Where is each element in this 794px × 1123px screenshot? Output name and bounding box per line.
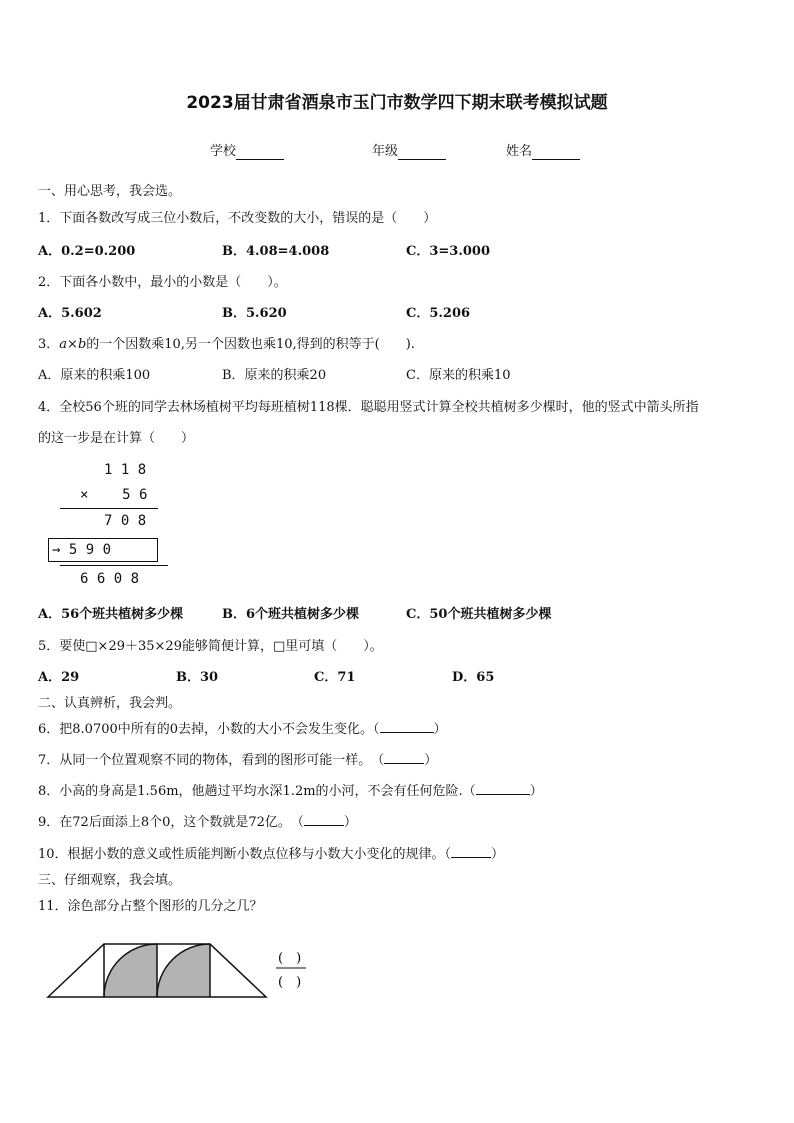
question-8 xyxy=(38,780,543,799)
q6-text: 6．把8.0700中所有的0去掉，小数的大小不会发生变化。（ xyxy=(38,722,380,737)
q5-option-b[interactable]: B．30 xyxy=(176,670,219,685)
page-title: 2023届甘肃省酒泉市玉门市数学四下期末联考模拟试题 xyxy=(186,93,608,113)
shaded-region-middle xyxy=(157,944,210,997)
q7-answer-blank[interactable] xyxy=(384,751,424,764)
school-label: 学校 xyxy=(210,144,237,159)
name-blank[interactable] xyxy=(532,144,580,160)
q4-option-a[interactable]: A．56个班共植树多少棵 xyxy=(38,607,184,622)
question-4-line-1: 4．全校56个班的同学去林场植树平均每班植树118棵．聪聪用竖式计算全校共植树多少棵时，他的竖式中箭头所指 xyxy=(38,400,699,415)
calc-row-3: 7 0 8 xyxy=(104,513,147,529)
q4-option-c[interactable]: C．50个班共植树多少棵 xyxy=(406,607,552,622)
question-3 xyxy=(38,333,415,352)
q8-text: 8．小高的身高是1.56m，他趟过平均水深1.2m的小河，不会有任何危险.（ xyxy=(38,784,476,799)
q11-figure xyxy=(40,930,320,1010)
q7-text: 7．从同一个位置观察不同的物体，看到的图形可能一样。 （ xyxy=(38,753,385,768)
name-label: 姓名 xyxy=(506,144,533,159)
name-field xyxy=(506,140,580,160)
q10-text: 10．根据小数的意义或性质能判断小数点位移与小数大小变化的规律。（ xyxy=(38,847,452,862)
q3-option-c[interactable]: C．原来的积乘10 xyxy=(406,368,511,383)
q3-option-a[interactable]: A．原来的积乘100 xyxy=(38,368,151,383)
q3-text: 的一个因数乘10,另一个因数也乘10,得到的积等于( ). xyxy=(86,337,415,352)
q2-option-b[interactable]: B．5.620 xyxy=(222,306,287,321)
question-10 xyxy=(38,843,504,862)
school-blank[interactable] xyxy=(236,144,284,160)
q4-option-b[interactable]: B．6个班共植树多少棵 xyxy=(222,607,360,622)
q9-end: ） xyxy=(343,815,357,830)
q1-option-b[interactable]: B．4.08=4.008 xyxy=(222,244,330,259)
q5-option-c[interactable]: C．71 xyxy=(314,670,356,685)
q3-var-a: a xyxy=(59,337,68,352)
calc-row-5: 6 6 0 8 xyxy=(80,571,140,587)
q6-answer-blank[interactable] xyxy=(380,720,434,733)
q5-option-d[interactable]: D．65 xyxy=(452,670,495,685)
question-11: 11．涂色部分占整个图形的几分之几？ xyxy=(38,899,263,914)
section-3-heading: 三、仔细观察，我会填。 xyxy=(38,873,182,888)
q3-var-b: b xyxy=(77,337,87,352)
calc-row-4: → 5 9 0 xyxy=(52,542,112,558)
q3-times: × xyxy=(67,337,78,352)
question-6 xyxy=(38,718,447,737)
q8-end: ） xyxy=(529,784,543,799)
grade-field xyxy=(372,140,446,160)
question-9 xyxy=(38,811,357,830)
fraction-numerator[interactable]: ( ) xyxy=(278,951,302,966)
question-7 xyxy=(38,749,437,768)
q5-option-a[interactable]: A．29 xyxy=(38,670,80,685)
calc-row-1: 1 1 8 xyxy=(104,462,147,478)
q9-text: 9．在72后面添上8个0，这个数就是72亿。 （ xyxy=(38,815,304,830)
q8-answer-blank[interactable] xyxy=(476,782,530,795)
q9-answer-blank[interactable] xyxy=(304,813,344,826)
q6-end: ） xyxy=(433,722,447,737)
q7-end: ） xyxy=(424,753,438,768)
q1-option-a[interactable]: A．0.2=0.200 xyxy=(38,244,136,259)
q2-option-c[interactable]: C．5.206 xyxy=(406,306,471,321)
calc-divider-2 xyxy=(60,565,168,566)
grade-label: 年级 xyxy=(372,144,399,159)
calc-divider-1 xyxy=(60,508,158,509)
shaded-region-left xyxy=(104,944,157,997)
question-5: 5．要使□×29＋35×29能够简便计算，□里可填（ ）。 xyxy=(38,639,383,654)
q3-option-b[interactable]: B．原来的积乘20 xyxy=(222,368,327,383)
q10-answer-blank[interactable] xyxy=(451,845,491,858)
fraction-denominator[interactable]: ( ) xyxy=(278,975,302,990)
q2-option-a[interactable]: A．5.602 xyxy=(38,306,102,321)
question-4-line-2: 的这一步是在计算（ ） xyxy=(38,431,195,446)
grade-blank[interactable] xyxy=(398,144,446,160)
q10-end: ） xyxy=(491,847,505,862)
section-2-heading: 二、认真辨析，我会判。 xyxy=(38,696,182,711)
school-field xyxy=(210,140,284,160)
calc-row-2: × 5 6 xyxy=(80,487,148,503)
q1-option-c[interactable]: C．3=3.000 xyxy=(406,244,490,259)
question-1: 1．下面各数改写成三位小数后，不改变数的大小，错误的是（ ） xyxy=(38,211,437,226)
question-2: 2．下面各小数中，最小的小数是（ ）。 xyxy=(38,275,287,290)
q3-number: 3． xyxy=(38,337,60,352)
section-1-heading: 一、用心思考，我会选。 xyxy=(38,184,182,199)
